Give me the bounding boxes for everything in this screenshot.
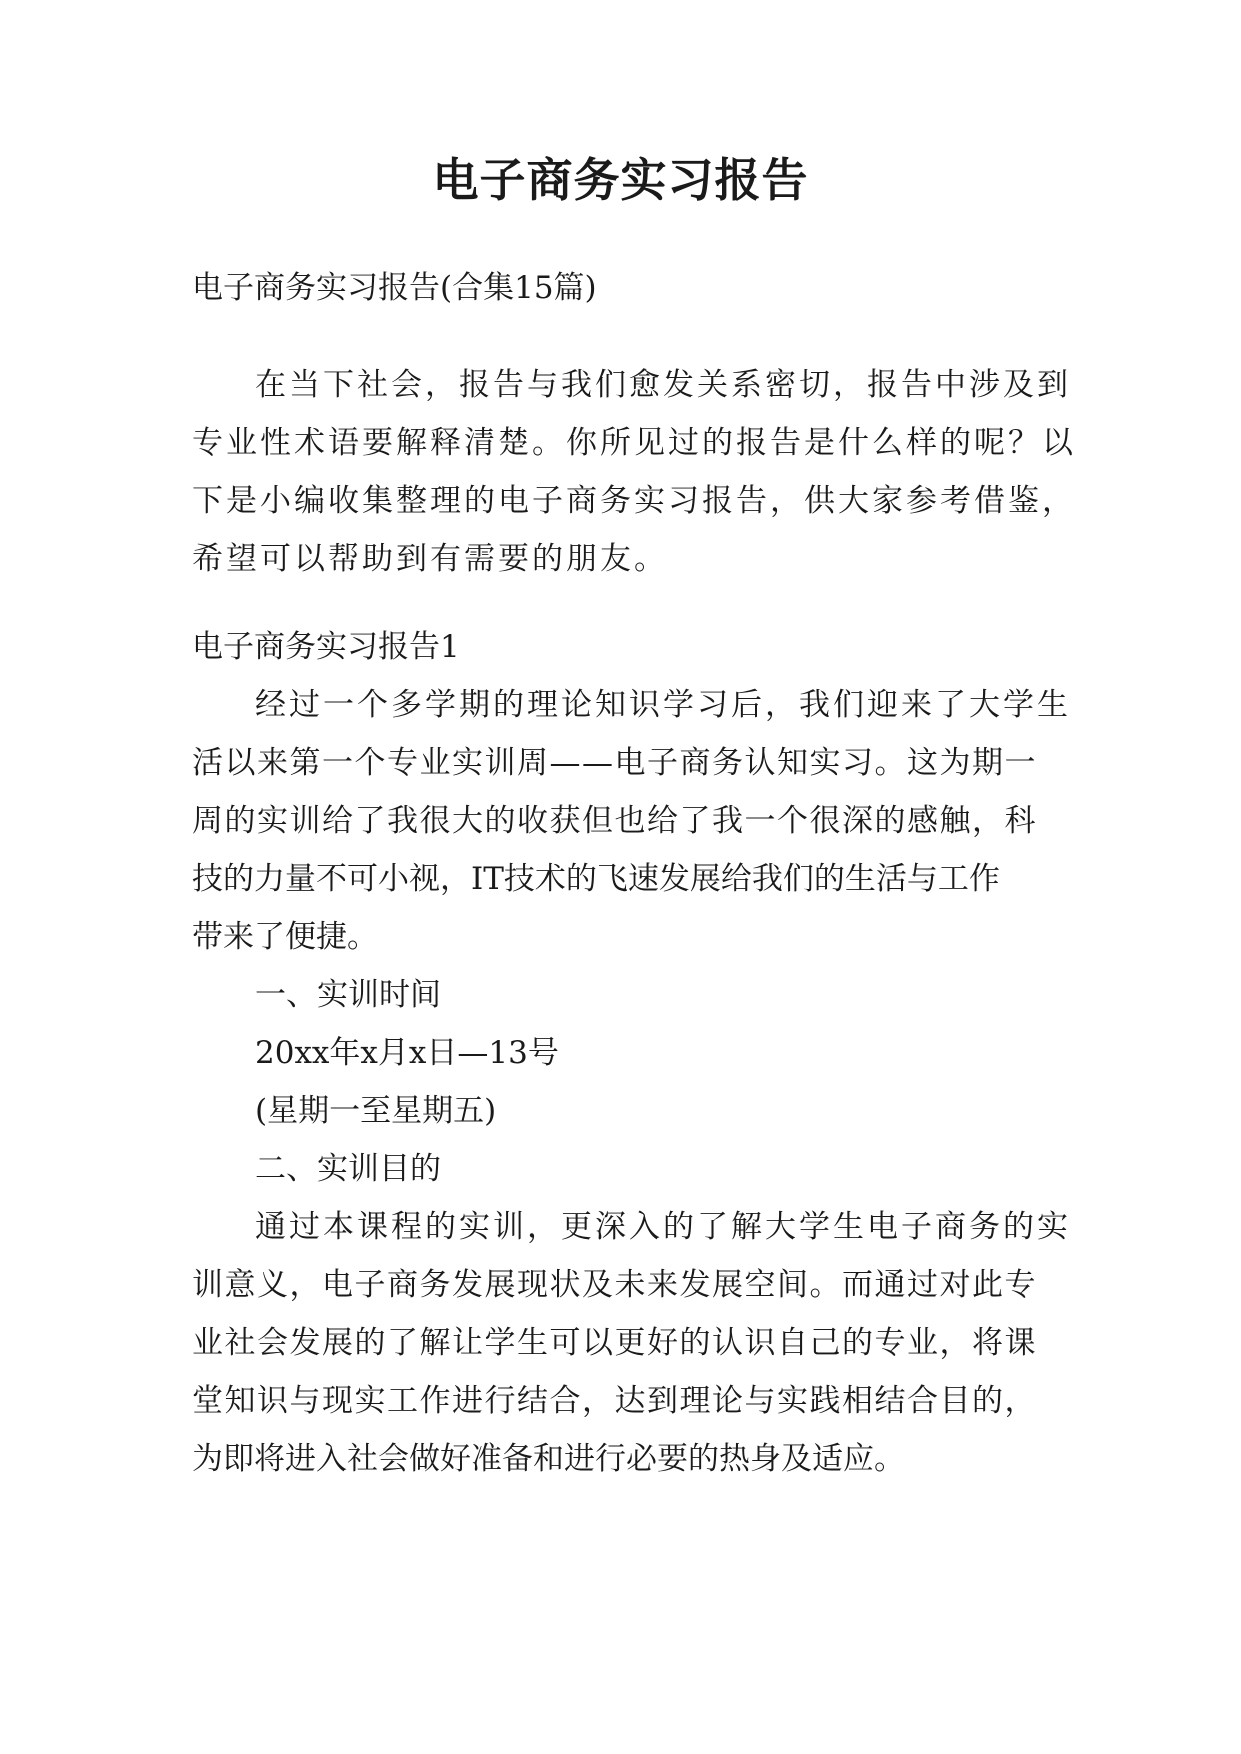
section-line: 周的实训给了我很大的收获但也给了我一个很深的感触，科 (192, 803, 1037, 839)
document-title: 电子商务实习报告 (432, 153, 809, 207)
item-heading: 二、实训目的 (255, 1151, 441, 1187)
intro-paragraph (192, 356, 1076, 588)
section-line: 通过本课程的实训，更深入的了解大学生电子商务的实 (255, 1209, 1071, 1245)
section-line: 经过一个多学期的理论知识学习后，我们迎来了大学生 (255, 687, 1071, 723)
section-line: 带来了便捷。 (192, 919, 378, 955)
intro-line: 希望可以帮助到有需要的朋友。 (192, 541, 668, 577)
intro-line: 下是小编收集整理的电子商务实习报告，供大家参考借鉴， (192, 483, 1076, 519)
section-line: 训意义，电子商务发展现状及未来发展空间。而通过对此专 (192, 1267, 1037, 1303)
intro-line: 在当下社会，报告与我们愈发关系密切，报告中涉及到 (255, 367, 1071, 403)
document-subtitle: 电子商务实习报告(合集15篇) (192, 270, 597, 306)
section-line: 技的力量不可小视，IT技术的飞速发展给我们的生活与工作 (192, 861, 1000, 897)
item-heading: 一、实训时间 (255, 977, 441, 1013)
item-days: (星期一至星期五) (255, 1093, 497, 1129)
section-1 (192, 618, 1072, 1488)
section-heading: 电子商务实习报告1 (192, 629, 460, 665)
section-line: 为即将进入社会做好准备和进行必要的热身及适应。 (192, 1441, 905, 1477)
intro-line: 专业性术语要解释清楚。你所见过的报告是什么样的呢？以 (192, 425, 1076, 461)
section-line: 堂知识与现实工作进行结合，达到理论与实践相结合目的， (192, 1383, 1037, 1419)
item-date: 20xx年x月x日—13号 (255, 1035, 559, 1071)
section-line: 业社会发展的了解让学生可以更好的认识自己的专业，将课 (192, 1325, 1037, 1361)
section-line: 活以来第一个专业实训周——电子商务认知实习。这为期一 (192, 745, 1037, 781)
